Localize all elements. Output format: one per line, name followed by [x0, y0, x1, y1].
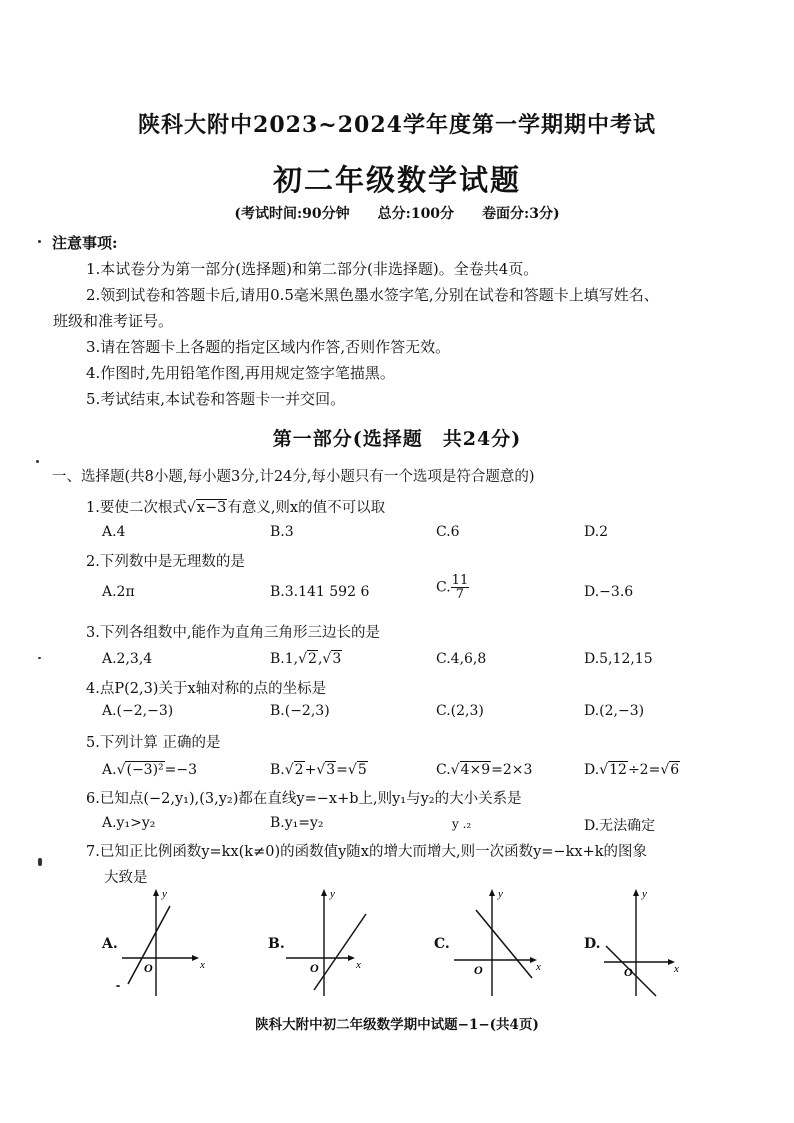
q2-option-b[interactable]: B.3.141 592 6 — [270, 584, 370, 600]
graph-d-label[interactable]: D. — [584, 936, 601, 952]
question-5-stem: 5.下列计算 正确的是 — [86, 735, 221, 751]
question-4-stem: 4.点P(2,3)关于x轴对称的点的坐标是 — [86, 681, 327, 697]
graph-d[interactable] — [598, 886, 698, 1006]
y-axis-arrow — [321, 889, 327, 896]
x-axis-label: x — [356, 959, 361, 971]
sqrt-symbol: √ — [298, 651, 308, 667]
scan-speck — [36, 460, 39, 463]
graph-b[interactable] — [282, 886, 382, 1006]
part1-title: 第一部分(选择题 共24分) — [272, 428, 522, 450]
q1-option-a[interactable]: A.4 — [102, 524, 126, 540]
exam-school-title: 陕科大附中2023~2024学年度第一学期期中考试 — [138, 112, 656, 138]
graph-b-label[interactable]: B. — [268, 936, 285, 952]
q3-option-b[interactable]: B.1,√2,√3 — [270, 651, 342, 667]
origin-label: O — [474, 963, 483, 977]
q4-option-d[interactable]: D.(2,−3) — [584, 703, 645, 719]
question-2-stem: 2.下列数中是无理数的是 — [86, 554, 245, 570]
question-7-stem-line2: 大致是 — [104, 870, 148, 886]
y-axis-arrow — [489, 889, 495, 896]
q2-option-d[interactable]: D.−3.6 — [584, 584, 634, 600]
x-axis-arrow — [348, 955, 355, 961]
x-axis-label: x — [200, 959, 205, 971]
q2-option-c[interactable]: C. $\frac{11}{7}$ — [436, 573, 469, 602]
q5-option-d[interactable]: D.√12÷2=√6 — [584, 762, 680, 778]
page-footer: 陕科大附中初二年级数学期中试题−1−(共4页) — [255, 1017, 539, 1033]
q1-option-d[interactable]: D.2 — [584, 524, 609, 540]
note-item: 2.领到试卷和答题卡后,请用0.5毫米黑色墨水签字笔,分别在试卷和答题卡上填写姓名、 — [86, 286, 659, 304]
question-7-stem-line1: 7.已知正比例函数y=kx(k≠0)的函数值y随x的增大而增大,则一次函数y=−kx+k的图象 — [86, 844, 647, 860]
note-item: 5.考试结束,本试卷和答题卡一并交回。 — [86, 390, 346, 408]
sqrt-symbol: √ — [322, 651, 332, 667]
x-axis-label: x — [536, 961, 541, 973]
question-6-stem: 6.已知点(−2,y₁),(3,y₂)都在直线y=−x+b上,则y₁与y₂的大小关系是 — [86, 791, 522, 807]
sqrt-symbol: √ — [186, 500, 196, 516]
fraction: $\frac{11}{7}$ — [451, 573, 469, 602]
q6-option-c[interactable]: y .₂ — [452, 817, 472, 831]
q4-option-c[interactable]: C.(2,3) — [436, 703, 484, 719]
exam-info — [0, 203, 794, 223]
y-axis-label: y — [498, 888, 503, 900]
scan-speck — [38, 240, 41, 243]
note-item: 班级和准考证号。 — [53, 312, 174, 330]
function-line — [476, 910, 532, 978]
radicand: x−3 — [196, 500, 227, 516]
question-1-stem: 1.要使二次根式√x−3有意义,则x的值不可以取 — [86, 500, 386, 516]
exam-title: 初二年级数学试题 — [272, 163, 521, 197]
q3-option-d[interactable]: D.5,12,15 — [584, 651, 653, 667]
notes-title: 注意事项: — [52, 234, 118, 252]
q6-option-d[interactable]: D.无法确定 — [584, 818, 656, 834]
exam-time: (考试时间:90分钟 — [234, 206, 350, 222]
q1-option-c[interactable]: C.6 — [436, 524, 460, 540]
function-line — [314, 914, 366, 990]
y-axis-arrow — [153, 889, 159, 896]
question-3-stem: 3.下列各组数中,能作为直角三角形三边长的是 — [86, 625, 380, 641]
part1-description: 一、选择题(共8小题,每小题3分,计24分,每小题只有一个选项是符合题意的) — [52, 469, 535, 485]
exam-neatness-score: 卷面分:3分) — [482, 206, 560, 222]
q5-option-a[interactable]: A.√(−3)²=−3 — [102, 762, 198, 778]
x-axis-label: x — [674, 963, 679, 975]
y-axis-label: y — [642, 888, 647, 900]
scan-speck — [116, 985, 120, 987]
y-axis-label: y — [162, 888, 167, 900]
sqrt-symbol: √ — [116, 762, 126, 778]
note-item: 4.作图时,先用铅笔作图,再用规定签字笔描黑。 — [86, 364, 395, 382]
q2-option-a[interactable]: A.2π — [102, 584, 135, 600]
origin-label: O — [310, 961, 319, 975]
q3-option-c[interactable]: C.4,6,8 — [436, 651, 487, 667]
note-item: 1.本试卷分为第一部分(选择题)和第二部分(非选择题)。全卷共4页。 — [86, 260, 539, 278]
y-axis-label: y — [330, 888, 335, 900]
q4-option-a[interactable]: A.(−2,−3) — [102, 703, 174, 719]
scan-speck — [38, 657, 41, 659]
q6-option-a[interactable]: A.y₁>y₂ — [102, 815, 156, 831]
q3-option-a[interactable]: A.2,3,4 — [102, 651, 153, 667]
y-axis-arrow — [633, 889, 639, 896]
graph-a-label[interactable]: A. — [102, 936, 118, 952]
q1-option-b[interactable]: B.3 — [270, 524, 294, 540]
origin-label: O — [144, 961, 153, 975]
graph-a[interactable] — [112, 886, 212, 1006]
scan-speck — [38, 858, 42, 866]
q6-option-b[interactable]: B.y₁=y₂ — [270, 815, 324, 831]
q5-option-c[interactable]: C.√4×9=2×3 — [436, 762, 533, 778]
exam-total-score: 总分:100分 — [377, 206, 455, 222]
graph-c[interactable] — [448, 886, 548, 1006]
note-item: 3.请在答题卡上各题的指定区域内作答,否则作答无效。 — [86, 338, 451, 356]
q5-option-b[interactable]: B.√2+√3=√5 — [270, 762, 367, 778]
q4-option-b[interactable]: B.(−2,3) — [270, 703, 330, 719]
graph-c-label[interactable]: C. — [434, 936, 450, 952]
x-axis-arrow — [192, 955, 199, 961]
origin-label: O — [624, 965, 633, 979]
